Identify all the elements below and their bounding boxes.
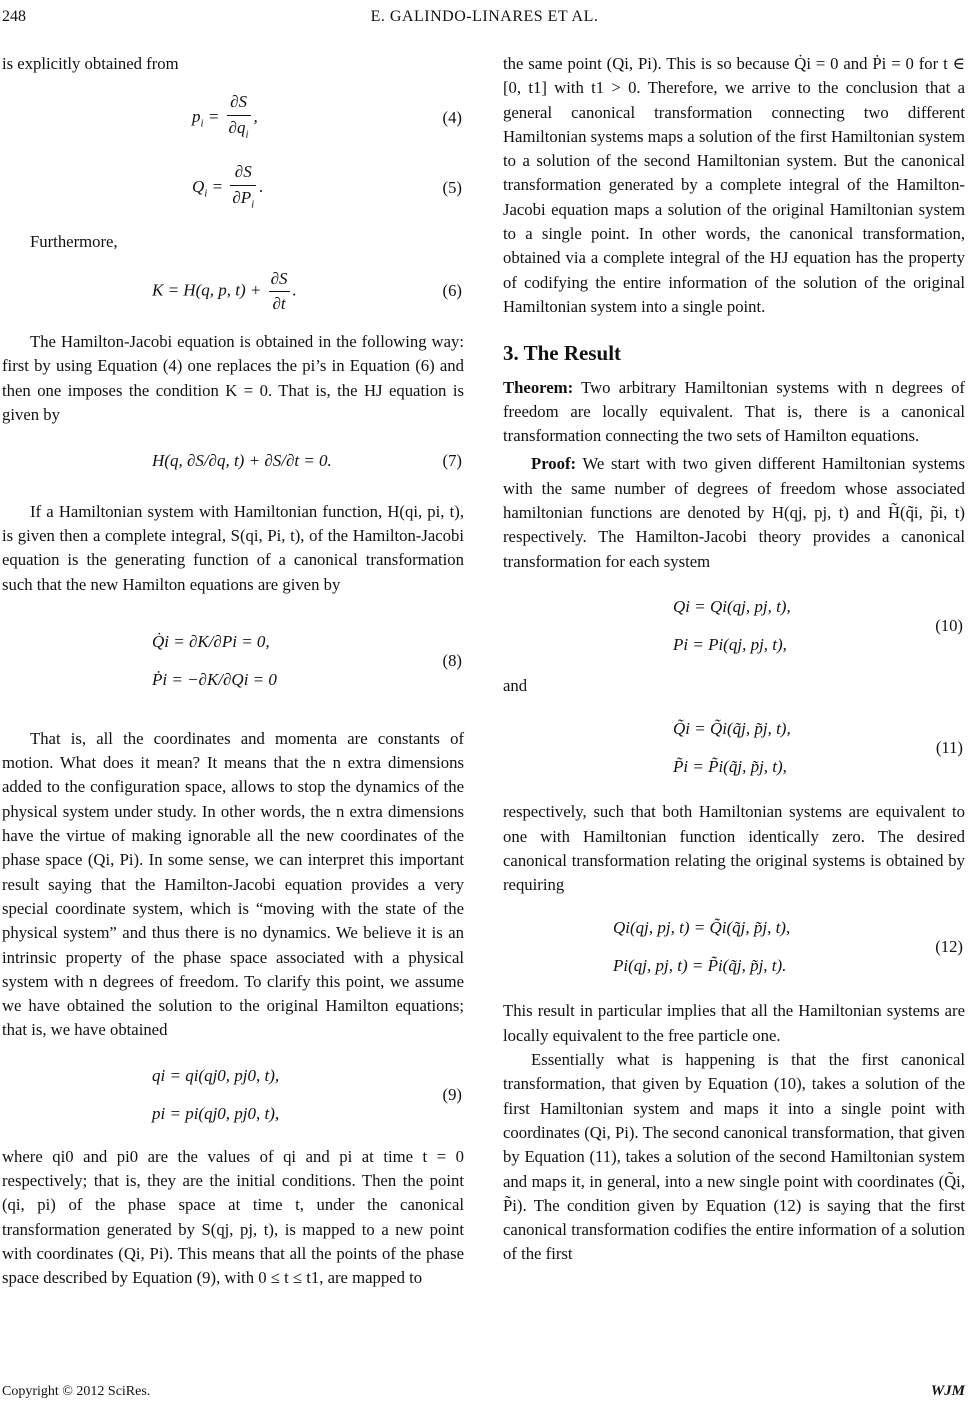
proof-label: Proof: [531,454,577,474]
eq8-line1: Q̇i = ∂K/∂Pi = 0, [152,631,270,651]
eq10-number: (10) [935,615,963,635]
equation-4: $p_i$ = $\frac{\partial S}{\partial q_i}$ , (4) [2,90,464,146]
eq5-den: ∂P [232,187,252,207]
page-number: 248 [2,8,26,25]
copyright-notice: Copyright © 2012 SciRes. [2,1384,151,1399]
eq4-lhs: p [192,107,201,127]
eq7-number: (7) [442,451,462,471]
paragraph-hj: The Hamilton-Jacobi equation is obtained in the following way: first by using Equation (4) one replaces the pi’s in Equation (6) and then one imposes the condition K = 0. That is, the HJ equation is given by [2,332,464,425]
theorem-text: Two arbitrary Hamiltonian systems with n degrees of freedom are locally equivalent. That is, there is a canonical transformation connecting the two sets of Hamilton equations. [503,377,965,446]
right-column [503,52,965,1267]
eq5-fraction [230,160,256,216]
theorem-label: Theorem: [503,377,574,397]
equation-5: $Q_i$ = $\frac{\partial S}{\partial P_i}$ . (5) [2,160,464,216]
eq5-num: ∂S [230,160,256,185]
page-header [0,6,969,30]
eq4-fraction [227,90,251,146]
eq4-den-sub: i [245,127,249,140]
eq9-line2: pi = pi(qj0, pj0, t), [152,1103,280,1123]
journal-abbreviation: WJM [930,1383,965,1399]
eq7-expr: H(q, ∂S/∂q, t) + ∂S/∂t = 0. [152,451,332,471]
eq4-sub: i [200,117,204,130]
paragraph-meaning: That is, all the coordinates and momenta are constants of motion. What does it mean? It means that the n extra dimensions added to the configuration space, allows to stop the dynamics of the physical system under study. In other words, the n extra dimensions have the virtue of making ignorable all the new coordinates of the phase space (Qi, Pi). In some sense, we can interpret this important result saying that the Hamilton-Jacobi equation provides a very special coordinate system, which is “moving with the state of the physical system” and thus there is no dynamics. We believe it is an intrinsic property of the phase space associated with a physical system with n degrees of freedom. To clarify this point, we assume we have obtained the solution to the original Hamilton equations; that is, we have obtained [2,728,464,1040]
eq6-number: (6) [442,281,462,301]
paragraph-respectively: respectively, such that both Hamiltonian systems are equivalent to one with Hamiltonian function identically zero. The desired canonical transformation relating the original systems is obtained by requiring [503,802,965,895]
left-column [2,52,464,1290]
page-footer [0,1380,969,1406]
eq9-line1: qi = qi(qj0, pj0, t), [152,1065,280,1085]
eq12-line1: Qi(qj, pj, t) = Q̃i(q̃j, p̃j, t), [613,918,791,938]
eq11-line2: P̃i = P̃i(q̃j, p̃j, t), [673,757,787,777]
eq5-number: (5) [442,178,462,198]
paragraph-where: where qi0 and pi0 are the values of qi and pi at time t = 0 respectively; that is, they are the initial conditions. Then the point (qi, pi) of the phase space at time t, under the canonical transformation generated by S(qj, pj, t), is mapped to a new point with coordinates (Qi, Pi). This means that all the points of the phase space described by Equation (9), with 0 ≤ t ≤ t1, are mapped to [2,1146,464,1288]
eq6-den: ∂t [272,293,286,313]
equation-9 [2,1057,464,1133]
paragraph-furthermore: Furthermore, [30,232,118,252]
eq12-line2: Pi(qj, pj, t) = P̃i(q̃j, p̃j, t). [613,956,787,976]
eq8-number: (8) [442,650,462,670]
eq5-lhs: Q [192,177,205,197]
eq10-line2: Pi = Pi(qj, pj, t), [673,634,787,654]
eq6-num: ∂S [269,267,290,292]
eq4-den: ∂q [228,117,246,137]
equation-12 [503,909,965,985]
eq5-sub: i [204,187,208,200]
section-heading: 3. The Result [503,341,622,366]
proof-text: We start with two given different Hamiltonian systems with the same number of degrees of freedom whose associated hamiltonian functions are denoted by H(qj, pj, t) and H̃(q̃i, p̃i, t) respectively. The Hamilton-Jacobi theory provides a canonical transformation for each system [503,454,965,571]
eq10-line1: Qi = Qi(qj, pj, t), [673,596,791,616]
eq11-line1: Q̃i = Q̃i(q̃j, p̃j, t), [673,719,791,739]
paragraph-and: and [503,675,528,695]
eq6-fraction [269,267,290,317]
paragraph-intro: is explicitly obtained from [2,54,179,73]
paragraph-result: This result in particular implies that all the Hamiltonian systems are locally equivalent to the free particle one. [503,1001,965,1045]
eq8-line2: Ṗi = −∂K/∂Qi = 0 [152,669,277,689]
equation-8 [2,623,464,699]
equation-11 [503,710,965,786]
equation-6: K = H(q, p, t) + $\frac{\partial S}{\partial t}$ . (6) [2,267,464,317]
eq6-expr: K = H(q, p, t) + [152,280,266,300]
eq4-num: ∂S [227,90,251,115]
paragraph-essentially: Essentially what is happening is that the first canonical transformation, that given by Equation (10), takes a solution of the first Hamiltonian system and maps it into a single point with coordinates (Qi, Pi). The second canonical transformation, that given by Equation (11), takes a solution of the second Hamiltonian system and maps it, in general, into a new single point with coordinates (Q̃i, P̃i). The condition given by Equation (12) is saying that the first canonical transformation codifies the entire information of a solution of the first [503,1050,965,1264]
running-title: E. GALINDO-LINARES ET AL. [370,8,599,25]
paragraph-same-point: the same point (Qi, Pi). This is so because Q̇i = 0 and Ṗi = 0 for t ∈ [0, t1] with t1 > 0. Therefore, we arrive to the conclusion that a general canonical transformation connecting two different Hamiltonian systems maps a solution of the first Hamiltonian system to a solution of the second Hamiltonian system. But the canonical transformation generated by a complete integral of the Hamilton-Jacobi equation maps a solution of the original Hamiltonian system to a single point. In other words, the canonical transformation, obtained via a complete integral of the HJ equation has the property of codifying the entire information of the solution of the original Hamiltonian system into a single point. [503,54,965,316]
eq4-number: (4) [442,108,462,128]
paragraph-system: If a Hamiltonian system with Hamiltonian function, H(qi, pi, t), is given then a complete integral, S(qi, Pi, t), of the Hamilton-Jacobi equation is the generating function of a canonical transformation such that the new Hamilton equations are given by [2,501,464,594]
eq9-number: (9) [442,1084,462,1104]
eq5-den-sub: i [251,197,255,210]
proof-paragraph [503,452,965,573]
equation-7 [2,449,464,473]
eq12-number: (12) [935,937,963,957]
eq11-number: (11) [935,738,963,758]
theorem-paragraph [503,376,965,449]
equation-10 [503,588,965,664]
